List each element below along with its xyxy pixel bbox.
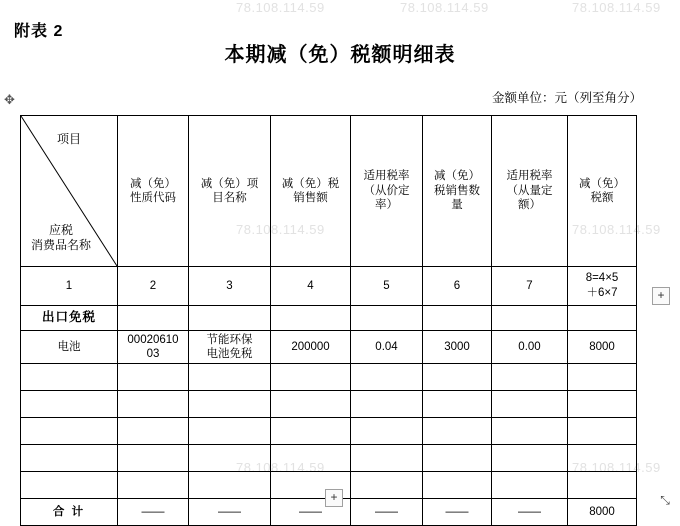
add-row-button[interactable]: + [325,489,343,507]
col-number-3: 3 [189,267,271,306]
cell-sales-amount[interactable]: 200000 [271,331,351,364]
cell-blank[interactable] [118,418,189,445]
col-head-line: 减（免） [130,177,176,190]
col-head-line: 目名称 [212,192,247,204]
col-head-line: 税额 [590,192,614,204]
cell-sales-qty[interactable]: 3000 [423,331,492,364]
add-column-button[interactable]: + [652,287,670,305]
cell-blank[interactable] [21,472,118,499]
cell-blank[interactable] [423,364,492,391]
cell-tax-amount[interactable]: 8000 [568,331,637,364]
section-empty-cell[interactable] [189,306,271,331]
table-row-blank[interactable] [21,391,637,418]
item-line1: 节能环保 [206,333,253,346]
watermark: 78.108.114.59 [572,222,661,237]
cell-blank[interactable] [492,391,568,418]
cell-blank[interactable] [568,472,637,499]
cell-blank[interactable] [21,364,118,391]
code-line2: 03 [146,348,160,360]
col-number-6: 6 [423,267,492,306]
cell-blank[interactable] [271,418,351,445]
cell-blank[interactable] [351,472,423,499]
cell-blank[interactable] [423,418,492,445]
col-head-line: 量 [451,199,463,212]
col-head-line: 减（免）税 [281,177,340,190]
table-row-blank[interactable] [21,418,637,445]
cell-blank[interactable] [351,391,423,418]
cell-blank[interactable] [423,472,492,499]
cell-blank[interactable] [189,391,271,418]
section-empty-cell[interactable] [492,306,568,331]
col-head-line: 额） [518,199,541,212]
cell-blank[interactable] [492,364,568,391]
cell-blank[interactable] [568,391,637,418]
cell-blank[interactable] [118,364,189,391]
column-header-reduction-sales-amount [271,116,351,267]
tax-reduction-table [20,115,637,526]
cell-blank[interactable] [423,391,492,418]
column-header-reduction-code [118,116,189,267]
col-head-line: 适用税率 [506,170,553,183]
col-number-1: 1 [21,267,118,306]
cell-blank[interactable] [271,364,351,391]
cell-blank[interactable] [189,418,271,445]
column-header-reduction-tax-amount [568,116,637,267]
corner-bottom-line2: 消费品名称 [30,238,91,253]
watermark: 78.108.114.59 [236,460,325,475]
col-head-line: 适用税率 [363,170,410,183]
watermark: 78.108.114.59 [400,0,489,15]
cell-blank[interactable] [492,445,568,472]
cell-blank[interactable] [21,418,118,445]
resize-handle-icon[interactable]: ⤡ [660,493,670,507]
formula-line1: 8=4×5 [585,272,619,285]
table-header-row [21,116,637,267]
corner-top-label: 项目 [56,132,81,146]
cell-blank[interactable] [351,364,423,391]
cell-blank[interactable] [189,445,271,472]
column-header-reduction-item-name [189,116,271,267]
col-head-line: （从量定 [506,184,553,197]
total-dash: —— [118,499,189,526]
attachment-label: 附表 2 [14,23,64,40]
cell-rate-ad-valorem[interactable]: 0.04 [351,331,423,364]
section-empty-cell[interactable] [271,306,351,331]
section-empty-cell[interactable] [351,306,423,331]
cell-blank[interactable] [21,445,118,472]
move-handle-icon[interactable]: ✥ [4,92,15,107]
table-row-blank[interactable] [21,364,637,391]
column-header-rate-specific [492,116,568,267]
page-title: 本期减（免）税额明细表 [224,44,456,66]
cell-blank[interactable] [118,445,189,472]
section-empty-cell[interactable] [568,306,637,331]
cell-blank[interactable] [423,445,492,472]
formula-line2: ＋6×7 [586,287,618,299]
cell-blank[interactable] [21,391,118,418]
corner-bottom-line1: 应税 [48,222,73,237]
col-number-2: 2 [118,267,189,306]
cell-blank[interactable] [568,418,637,445]
table-row[interactable] [21,331,637,364]
watermark: 78.108.114.59 [236,0,325,15]
cell-blank[interactable] [118,391,189,418]
col-head-line: 性质代码 [130,192,176,204]
cell-reduction-code[interactable] [118,331,189,364]
total-dash: —— [492,499,568,526]
col-number-4: 4 [271,267,351,306]
col-number-7: 7 [492,267,568,306]
column-number-row [21,267,637,306]
watermark: 78.108.114.59 [572,0,661,15]
cell-blank[interactable] [568,445,637,472]
col-head-line: （从价定 [363,184,410,197]
cell-product-name[interactable]: 电池 [21,331,118,364]
cell-blank[interactable] [271,391,351,418]
tax-reduction-table-wrapper [20,115,636,526]
total-dash: —— [423,499,492,526]
cell-blank[interactable] [568,364,637,391]
watermark: 78.108.114.59 [236,222,325,237]
col-head-line: 税销售数 [434,184,480,197]
total-dash: —— [271,499,351,526]
total-tax-amount: 8000 [568,499,637,526]
col-head-line: 率） [375,199,398,212]
section-empty-cell[interactable] [423,306,492,331]
section-label-export-exemption: 出口免税 [21,306,118,331]
total-label: 合 计 [21,499,118,526]
header-corner-cell [21,116,118,267]
corner-bottom-label [23,223,99,254]
cell-blank[interactable] [492,472,568,499]
cell-rate-specific[interactable]: 0.00 [492,331,568,364]
total-dash: —— [189,499,271,526]
watermark: 78.108.114.59 [572,460,661,475]
code-line1: 00020610 [127,333,179,346]
col-number-5: 5 [351,267,423,306]
section-empty-cell[interactable] [118,306,189,331]
cell-blank[interactable] [351,418,423,445]
cell-blank[interactable] [492,418,568,445]
currency-unit-note: 金额单位：元（列至角分） [491,91,642,105]
cell-blank[interactable] [189,472,271,499]
col-head-line: 减（免） [579,177,625,190]
col-head-line: 减（免）项 [200,177,259,190]
total-dash: —— [351,499,423,526]
table-row-blank[interactable] [21,445,637,472]
column-header-rate-ad-valorem [351,116,423,267]
cell-blank[interactable] [118,472,189,499]
cell-blank[interactable] [351,445,423,472]
col-head-line: 减（免） [434,170,480,183]
column-header-reduction-sales-qty [423,116,492,267]
section-row [21,306,637,331]
col-formula-8 [568,267,637,306]
item-line2: 电池免税 [206,348,253,360]
cell-blank[interactable] [271,445,351,472]
cell-reduction-item-name[interactable] [189,331,271,364]
col-head-line: 销售额 [293,192,328,204]
cell-blank[interactable] [189,364,271,391]
